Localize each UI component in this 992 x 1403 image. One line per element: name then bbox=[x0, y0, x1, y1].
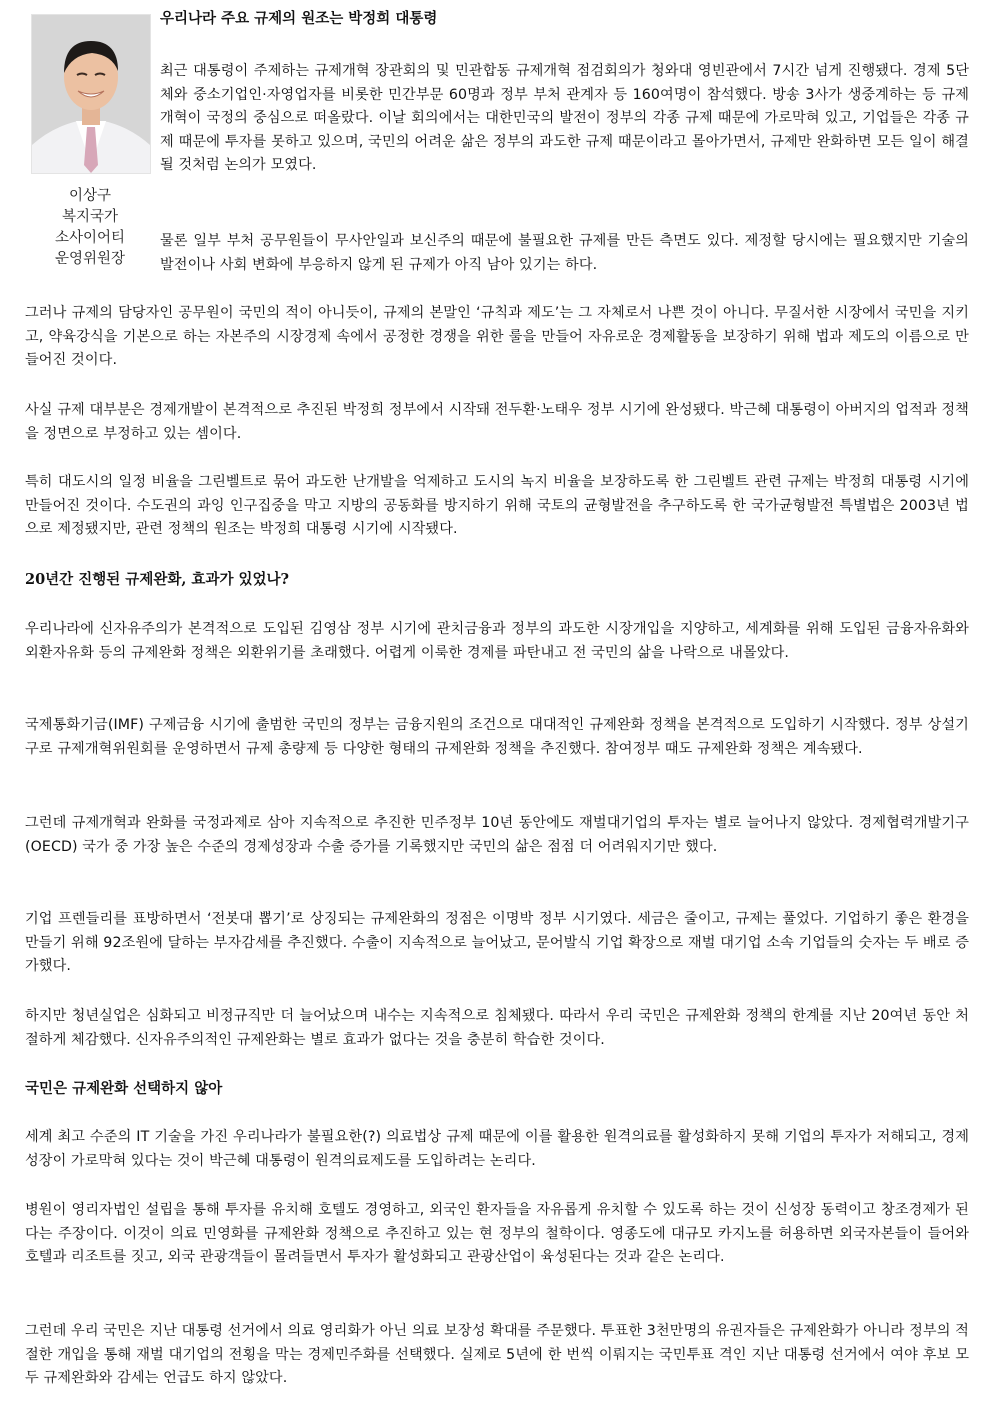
article-title: 우리나라 주요 규제의 원조는 박정희 대통령 bbox=[160, 10, 438, 27]
author-title-line: 소사이어티 bbox=[54, 230, 126, 246]
paragraph: 우리나라에 신자유주의가 본격적으로 도입된 김영삼 정부 시기에 관치금융과 정부의 과도한 시장개입을 지양하고, 세계화를 위해 도입된 금융자유화와 외환자유화 등의 규제완화 정책은 외환위기를 초래했다. 어렵게 이룩한 경제를 파탄내고 전 국민의 삶을 나락으로 내몰았다. bbox=[25, 621, 969, 661]
section-heading: 국민은 규제완화 선택하지 않아 bbox=[25, 1080, 223, 1097]
paragraph: 최근 대통령이 주제하는 규제개혁 장관회의 및 민관합동 규제개혁 점검회의가 청와대 영빈관에서 7시간 넘게 진행됐다. 경제 5단체와 중소기업인·자영업자를 비롯한 민간부문 60명과 정부 부처 관계자 등 160여명이 참석했다. 방송 3사가 생중계하는 등 규제개혁이 국정의 중심으로 떠올랐다. 이날 회의에서는 대한민국의 발전이 정부의 각종 규제 때문에 가로막혀 있고, 기업들은 각종 규제 때문에 투자를 못하고 있으며, 국민의 어려운 삶은 정부의 과도한 규제 때문이라고 몰아가면서, 규제만 완화하면 모든 일이 해결될 것처럼 논의가 모였다. bbox=[160, 63, 969, 174]
author-photo bbox=[31, 14, 151, 174]
section-heading: 20년간 진행된 규제완화, 효과가 있었나? bbox=[25, 571, 290, 588]
author-name: 이상구 bbox=[68, 188, 112, 204]
paragraph: 국제통화기금(IMF) 구제금융 시기에 출범한 국민의 정부는 금융지원의 조건으로 대대적인 규제완화 정책을 본격적으로 도입하기 시작했다. 정부 상설기구로 규제개혁위원회를 운영하면서 규제 총량제 등 다양한 형태의 규제완화 정책을 추진했다. 참여정부 때도 규제완화 정책은 계속됐다. bbox=[25, 717, 969, 757]
paragraph: 그런데 우리 국민은 지난 대통령 선거에서 의료 영리화가 아닌 의료 보장성 확대를 주문했다. 투표한 3천만명의 유권자들은 규제완화가 아니라 정부의 적절한 개입을 통해 재벌 대기업의 전횡을 막는 경제민주화를 선택했다. 실제로 5년에 한 번씩 이뤄지는 국민투표 격인 지난 대통령 선거에서 여야 후보 모두 규제완화와 감세는 언급도 하지 않았다. bbox=[25, 1323, 969, 1387]
author-title-line: 운영위원장 bbox=[54, 251, 126, 267]
paragraph: 그러나 규제의 담당자인 공무원이 국민의 적이 아니듯이, 규제의 본말인 ‘규칙과 제도’는 그 자체로서 나쁜 것이 아니다. 무질서한 시장에서 국민을 지키고, 약육강식을 기본으로 하는 자본주의 시장경제 속에서 공정한 경쟁을 위한 룰을 만들어 자유로운 경제활동을 보장하기 위해 법과 제도의 이름으로 만들어진 것이다. bbox=[25, 305, 969, 369]
author-box bbox=[25, 14, 155, 270]
paragraph: 하지만 청년실업은 심화되고 비정규직만 더 늘어났으며 내수는 지속적으로 침체됐다. 따라서 우리 국민은 규제완화 정책의 한계를 지난 20여년 동안 처절하게 체감했다. 신자유주의적인 규제완화는 별로 효과가 없다는 것을 충분히 학습한 것이다. bbox=[25, 1008, 969, 1048]
paragraph: 특히 대도시의 일정 비율을 그린벨트로 묶어 과도한 난개발을 억제하고 도시의 녹지 비율을 보장하도록 한 그린벨트 관련 규제는 박정희 대통령 시기에 만들어진 것이다. 수도권의 과잉 인구집중을 막고 지방의 공동화를 방지하기 위해 국토의 균형발전을 추구하도록 한 국가균형발전 특별법은 2003년 법으로 제정됐지만, 관련 정책의 원조는 박정희 대통령 시기에 시작됐다. bbox=[25, 474, 969, 538]
paragraph: 세계 최고 수준의 IT 기술을 가진 우리나라가 불필요한(?) 의료법상 규제 때문에 이를 활용한 원격의료를 활성화하지 못해 기업의 투자가 저해되고, 경제성장이 가로막혀 있다는 것이 박근혜 대통령이 원격의료제도를 도입하려는 논리다. bbox=[25, 1129, 969, 1169]
author-title-line: 복지국가 bbox=[61, 209, 119, 225]
author-portrait-image bbox=[32, 15, 150, 173]
paragraph: 기업 프렌들리를 표방하면서 ‘전봇대 뽑기’로 상징되는 규제완화의 정점은 이명박 정부 시기였다. 세금은 줄이고, 규제는 풀었다. 기업하기 좋은 환경을 만들기 위해 92조원에 달하는 부자감세를 추진했다. 수출이 지속적으로 늘어났고, 문어발식 기업 확장으로 재벌 대기업 소속 기업들의 숫자는 두 배로 증가했다. bbox=[25, 911, 969, 975]
author-caption bbox=[25, 186, 155, 270]
paragraph: 물론 일부 부처 공무원들이 무사안일과 보신주의 때문에 불필요한 규제를 만든 측면도 있다. 제정할 당시에는 필요했지만 기술의 발전이나 사회 변화에 부응하지 않게 된 규제가 아직 남아 있기는 하다. bbox=[160, 233, 969, 273]
paragraph: 병원이 영리자법인 설립을 통해 투자를 유치해 호텔도 경영하고, 외국인 환자들을 자유롭게 유치할 수 있도록 하는 것이 신성장 동력이고 창조경제가 된다는 주장이다. 이것이 의료 민영화를 규제완화 정책으로 추진하고 있는 현 정부의 철학이다. 영종도에 대규모 카지노를 허용하면 외국자본들이 들어와 호텔과 리조트를 짓고, 외국 관광객들이 몰려들면서 투자가 활성화되고 관광산업이 육성된다는 것과 같은 논리다. bbox=[25, 1202, 969, 1266]
paragraph: 사실 규제 대부분은 경제개발이 본격적으로 추진된 박정희 정부에서 시작돼 전두환·노태우 정부 시기에 완성됐다. 박근혜 대통령이 아버지의 업적과 정책을 정면으로 부정하고 있는 셈이다. bbox=[25, 402, 969, 442]
paragraph: 그런데 규제개혁과 완화를 국정과제로 삼아 지속적으로 추진한 민주정부 10년 동안에도 재벌대기업의 투자는 별로 늘어나지 않았다. 경제협력개발기구(OECD) 국가 중 가장 높은 수준의 경제성장과 수출 증가를 기록했지만 국민의 삶은 점점 더 어려워지기만 했다. bbox=[25, 815, 969, 855]
